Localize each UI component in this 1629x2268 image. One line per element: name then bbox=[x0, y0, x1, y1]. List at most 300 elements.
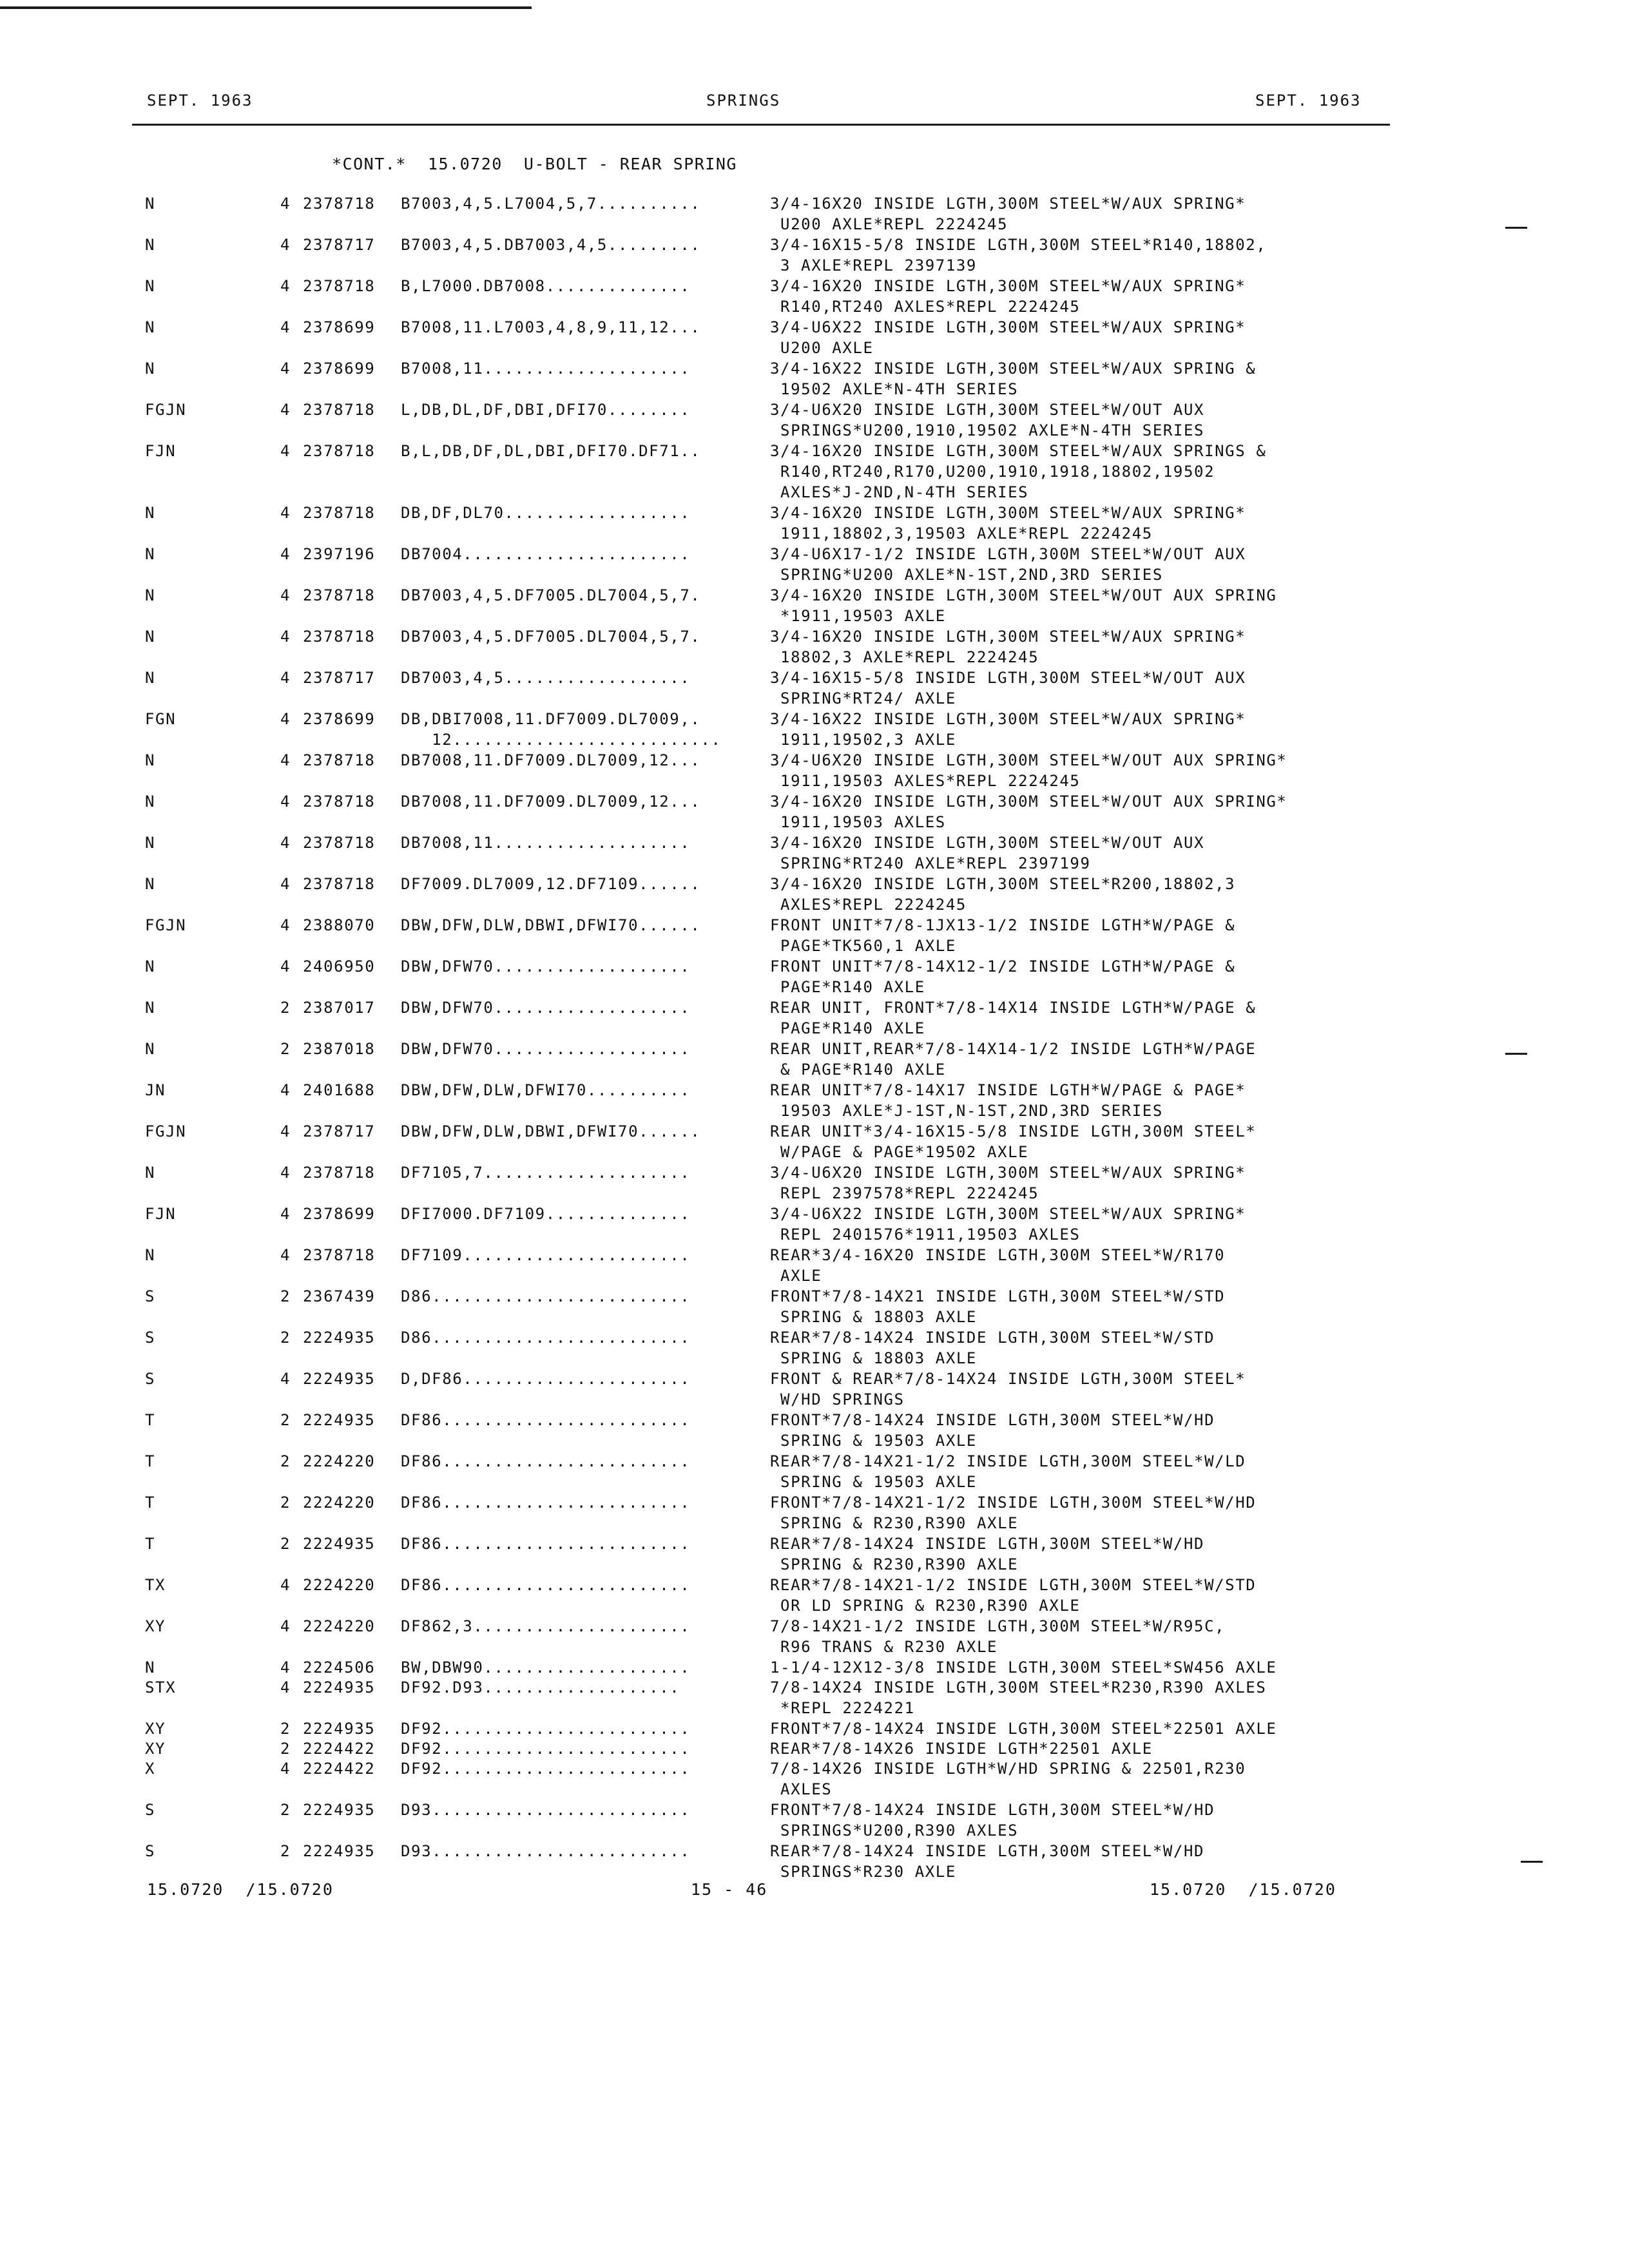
model-code: STX bbox=[145, 1678, 177, 1696]
quantity: 4 bbox=[280, 628, 291, 646]
description-line: SPRING & 18803 AXLE bbox=[770, 1349, 977, 1367]
part-number: 2224935 bbox=[303, 1411, 376, 1429]
description-line: 3/4-16X22 INSIDE LGTH,300M STEEL*W/AUX SPRING & bbox=[770, 360, 1257, 378]
description-line: SPRINGS*R230 AXLE bbox=[770, 1863, 956, 1881]
description-line: R140,RT240,R170,U200,1910,1918,18802,19502 bbox=[770, 463, 1215, 481]
quantity: 4 bbox=[280, 1246, 291, 1264]
model-code: N bbox=[145, 669, 156, 687]
model-code: S bbox=[145, 1329, 156, 1347]
description-line: AXLES bbox=[770, 1780, 833, 1798]
part-number: 2224506 bbox=[303, 1658, 376, 1677]
quantity: 2 bbox=[280, 1329, 291, 1347]
quantity: 4 bbox=[280, 1617, 291, 1635]
quantity: 4 bbox=[280, 1658, 291, 1677]
application: B7003,4,5.DB7003,4,5......... bbox=[401, 236, 701, 254]
quantity: 2 bbox=[280, 1720, 291, 1738]
description-line: 3 AXLE*REPL 2397139 bbox=[770, 256, 977, 274]
model-code: FGJN bbox=[145, 401, 187, 419]
part-number: 2387017 bbox=[303, 999, 376, 1017]
model-code: N bbox=[145, 195, 156, 213]
description-line: FRONT UNIT*7/8-14X12-1/2 INSIDE LGTH*W/PAGE & bbox=[770, 957, 1236, 975]
quantity: 4 bbox=[280, 1164, 291, 1182]
description-line: AXLES*J-2ND,N-4TH SERIES bbox=[770, 483, 1029, 501]
list-item bbox=[0, 399, 1629, 441]
top-edge-rule bbox=[0, 6, 532, 9]
part-number: 2378699 bbox=[303, 360, 376, 378]
description-line: 3/4-16X20 INSIDE LGTH,300M STEEL*W/AUX SPRINGS & bbox=[770, 442, 1267, 460]
part-number: 2378718 bbox=[303, 442, 376, 460]
description-line: REPL 2397578*REPL 2224245 bbox=[770, 1184, 1039, 1202]
list-item bbox=[0, 1758, 1629, 1800]
model-code: N bbox=[145, 1246, 156, 1264]
quantity: 4 bbox=[280, 1760, 291, 1778]
footer-page-number: 15 - 46 bbox=[691, 1880, 768, 1899]
part-number: 2378717 bbox=[303, 236, 376, 254]
header-right-date: SEPT. 1963 bbox=[1255, 91, 1362, 110]
list-item bbox=[0, 1738, 1629, 1758]
list-item bbox=[0, 1451, 1629, 1492]
list-item bbox=[0, 791, 1629, 832]
quantity: 2 bbox=[280, 1040, 291, 1058]
quantity: 4 bbox=[280, 360, 291, 378]
quantity: 4 bbox=[280, 916, 291, 934]
description-line: R140,RT240 AXLES*REPL 2224245 bbox=[770, 298, 1081, 316]
description-line: AXLE bbox=[770, 1267, 822, 1285]
description-line: 1911,19503 AXLES*REPL 2224245 bbox=[770, 772, 1081, 790]
list-item bbox=[0, 1286, 1629, 1327]
model-code: S bbox=[145, 1801, 156, 1819]
model-code: XY bbox=[145, 1720, 166, 1738]
application: DF86........................ bbox=[401, 1494, 691, 1512]
description-line: 7/8-14X24 INSIDE LGTH,300M STEEL*R230,R390 AXLES bbox=[770, 1678, 1267, 1696]
description-line: 3/4-U6X17-1/2 INSIDE LGTH,300M STEEL*W/OUT AUX bbox=[770, 545, 1246, 563]
list-item bbox=[0, 1575, 1629, 1616]
model-code: S bbox=[145, 1287, 156, 1305]
header-left-date: SEPT. 1963 bbox=[147, 91, 253, 110]
list-item bbox=[0, 626, 1629, 668]
description-line: 3/4-16X20 INSIDE LGTH,300M STEEL*W/OUT AUX SPRING* bbox=[770, 793, 1287, 811]
list-item bbox=[0, 997, 1629, 1039]
application: DF86........................ bbox=[401, 1411, 691, 1429]
description-line: AXLES*REPL 2224245 bbox=[770, 896, 967, 914]
part-number: 2378699 bbox=[303, 1205, 376, 1223]
part-number: 2388070 bbox=[303, 916, 376, 934]
part-number: 2378717 bbox=[303, 669, 376, 687]
description-line: FRONT*7/8-14X24 INSIDE LGTH,300M STEEL*W/HD bbox=[770, 1411, 1215, 1429]
description-line: SPRING & 19503 AXLE bbox=[770, 1473, 977, 1491]
description-line: 1911,18802,3,19503 AXLE*REPL 2224245 bbox=[770, 524, 1153, 543]
application: DF92........................ bbox=[401, 1740, 691, 1758]
part-number: 2378718 bbox=[303, 1164, 376, 1182]
application-continued: 12.......................... bbox=[401, 731, 722, 749]
application: B,L7000.DB7008.............. bbox=[401, 277, 691, 295]
list-item bbox=[0, 544, 1629, 585]
list-item bbox=[0, 874, 1629, 915]
part-number: 2378718 bbox=[303, 793, 376, 811]
model-code: XY bbox=[145, 1617, 166, 1635]
application: DF86........................ bbox=[401, 1452, 691, 1470]
part-number: 2224935 bbox=[303, 1329, 376, 1347]
description-line: *1911,19503 AXLE bbox=[770, 607, 946, 625]
part-number: 2224220 bbox=[303, 1617, 376, 1635]
list-item bbox=[0, 709, 1629, 750]
margin-mark bbox=[1521, 1861, 1543, 1863]
model-code: FGJN bbox=[145, 916, 187, 934]
list-item bbox=[0, 668, 1629, 709]
description-line: FRONT & REAR*7/8-14X24 INSIDE LGTH,300M STEEL* bbox=[770, 1370, 1246, 1388]
application: D93......................... bbox=[401, 1842, 691, 1860]
description-line: SPRING*RT240 AXLE*REPL 2397199 bbox=[770, 854, 1091, 872]
part-number: 2378718 bbox=[303, 1246, 376, 1264]
description-line: 7/8-14X21-1/2 INSIDE LGTH,300M STEEL*W/R95C, bbox=[770, 1617, 1226, 1635]
list-item bbox=[0, 358, 1629, 399]
part-number: 2378718 bbox=[303, 751, 376, 769]
application: DF92........................ bbox=[401, 1720, 691, 1738]
quantity: 4 bbox=[280, 195, 291, 213]
description-line: 1911,19503 AXLES bbox=[770, 813, 946, 831]
description-line: SPRINGS*U200,R390 AXLES bbox=[770, 1821, 1019, 1840]
part-number: 2378718 bbox=[303, 504, 376, 522]
part-number: 2224220 bbox=[303, 1494, 376, 1512]
description-line: SPRING & 19503 AXLE bbox=[770, 1432, 977, 1450]
model-code: N bbox=[145, 957, 156, 975]
quantity: 4 bbox=[280, 1576, 291, 1594]
model-code: T bbox=[145, 1535, 156, 1553]
quantity: 4 bbox=[280, 751, 291, 769]
description-line: REPL 2401576*1911,19503 AXLES bbox=[770, 1225, 1081, 1244]
description-line: SPRING*U200 AXLE*N-1ST,2ND,3RD SERIES bbox=[770, 566, 1163, 584]
quantity: 2 bbox=[280, 1535, 291, 1553]
list-item bbox=[0, 750, 1629, 791]
list-item bbox=[0, 1245, 1629, 1286]
description-line: FRONT*7/8-14X24 INSIDE LGTH,300M STEEL*22501 AXLE bbox=[770, 1720, 1277, 1738]
description-line: U200 AXLE bbox=[770, 339, 874, 357]
quantity: 2 bbox=[280, 1740, 291, 1758]
application: DB7003,4,5.................. bbox=[401, 669, 691, 687]
description-line: 3/4-U6X20 INSIDE LGTH,300M STEEL*W/AUX SPRING* bbox=[770, 1164, 1246, 1182]
description-line: 3/4-16X20 INSIDE LGTH,300M STEEL*W/AUX SPRING* bbox=[770, 504, 1246, 522]
part-number: 2387018 bbox=[303, 1040, 376, 1058]
model-code: N bbox=[145, 236, 156, 254]
description-line: FRONT*7/8-14X21 INSIDE LGTH,300M STEEL*W/STD bbox=[770, 1287, 1226, 1305]
quantity: 4 bbox=[280, 401, 291, 419]
model-code: TX bbox=[145, 1576, 166, 1594]
part-number: 2224422 bbox=[303, 1740, 376, 1758]
part-number: 2378718 bbox=[303, 195, 376, 213]
list-item bbox=[0, 1841, 1629, 1882]
part-number: 2224422 bbox=[303, 1760, 376, 1778]
application: DB7004...................... bbox=[401, 545, 691, 563]
model-code: FJN bbox=[145, 1205, 177, 1223]
model-code: N bbox=[145, 586, 156, 604]
description-line: REAR*7/8-14X24 INSIDE LGTH,300M STEEL*W/STD bbox=[770, 1329, 1215, 1347]
description-line: OR LD SPRING & R230,R390 AXLE bbox=[770, 1597, 1081, 1615]
model-code: FGJN bbox=[145, 1122, 187, 1140]
header-title: SPRINGS bbox=[706, 91, 781, 110]
quantity: 2 bbox=[280, 1842, 291, 1860]
list-item bbox=[0, 1677, 1629, 1718]
list-item bbox=[0, 193, 1629, 235]
quantity: 4 bbox=[280, 793, 291, 811]
description-line: REAR UNIT,REAR*7/8-14X14-1/2 INSIDE LGTH*W/PAGE bbox=[770, 1040, 1257, 1058]
quantity: 4 bbox=[280, 669, 291, 687]
list-item bbox=[0, 1039, 1629, 1080]
application: DF7109...................... bbox=[401, 1246, 691, 1264]
description-line: 7/8-14X26 INSIDE LGTH*W/HD SPRING & 22501,R230 bbox=[770, 1760, 1246, 1778]
model-code: XY bbox=[145, 1740, 166, 1758]
model-code: S bbox=[145, 1370, 156, 1388]
footer-right: 15.0720 /15.0720 bbox=[1150, 1880, 1336, 1899]
description-line: PAGE*R140 AXLE bbox=[770, 1019, 925, 1037]
description-line: 3/4-U6X20 INSIDE LGTH,300M STEEL*W/OUT AUX SPRING* bbox=[770, 751, 1287, 769]
list-item bbox=[0, 585, 1629, 626]
model-code: N bbox=[145, 751, 156, 769]
part-number: 2224935 bbox=[303, 1370, 376, 1388]
description-line: REAR*7/8-14X21-1/2 INSIDE LGTH,300M STEEL*W/LD bbox=[770, 1452, 1246, 1470]
part-number: 2378718 bbox=[303, 277, 376, 295]
list-item bbox=[0, 1204, 1629, 1245]
part-number: 2378717 bbox=[303, 1122, 376, 1140]
list-item bbox=[0, 503, 1629, 544]
part-number: 2224935 bbox=[303, 1720, 376, 1738]
description-line: SPRING*RT24/ AXLE bbox=[770, 689, 956, 707]
application: D,DF86...................... bbox=[401, 1370, 691, 1388]
description-line: 3/4-16X15-5/8 INSIDE LGTH,300M STEEL*R140,18802, bbox=[770, 236, 1267, 254]
quantity: 4 bbox=[280, 236, 291, 254]
application: BW,DBW90.................... bbox=[401, 1658, 691, 1677]
description-line: *REPL 2224221 bbox=[770, 1699, 915, 1717]
description-line: 3/4-16X20 INSIDE LGTH,300M STEEL*W/OUT AUX SPRING bbox=[770, 586, 1277, 604]
part-number: 2224935 bbox=[303, 1678, 376, 1696]
description-line: 3/4-16X20 INSIDE LGTH,300M STEEL*R200,18802,3 bbox=[770, 875, 1236, 893]
description-line: 3/4-U6X22 INSIDE LGTH,300M STEEL*W/AUX SPRING* bbox=[770, 318, 1246, 336]
description-line: REAR*7/8-14X21-1/2 INSIDE LGTH,300M STEEL*W/STD bbox=[770, 1576, 1257, 1594]
margin-mark bbox=[1505, 1053, 1527, 1055]
list-item bbox=[0, 235, 1629, 276]
quantity: 4 bbox=[280, 1081, 291, 1099]
application: D93......................... bbox=[401, 1801, 691, 1819]
list-item bbox=[0, 276, 1629, 317]
description-line: 3/4-U6X22 INSIDE LGTH,300M STEEL*W/AUX SPRING* bbox=[770, 1205, 1246, 1223]
quantity: 4 bbox=[280, 504, 291, 522]
application: DF92........................ bbox=[401, 1760, 691, 1778]
list-item bbox=[0, 1327, 1629, 1369]
model-code: N bbox=[145, 1040, 156, 1058]
quantity: 4 bbox=[280, 545, 291, 563]
description-line: 3/4-U6X20 INSIDE LGTH,300M STEEL*W/OUT AUX bbox=[770, 401, 1205, 419]
list-item bbox=[0, 1533, 1629, 1575]
model-code: N bbox=[145, 318, 156, 336]
part-number: 2378718 bbox=[303, 628, 376, 646]
model-code: N bbox=[145, 360, 156, 378]
quantity: 4 bbox=[280, 1678, 291, 1696]
description-line: PAGE*R140 AXLE bbox=[770, 978, 925, 996]
list-item bbox=[0, 1369, 1629, 1410]
description-line: 19503 AXLE*J-1ST,N-1ST,2ND,3RD SERIES bbox=[770, 1102, 1163, 1120]
description-line: FRONT UNIT*7/8-1JX13-1/2 INSIDE LGTH*W/PAGE & bbox=[770, 916, 1236, 934]
part-number: 2378718 bbox=[303, 401, 376, 419]
part-number: 2224220 bbox=[303, 1576, 376, 1594]
footer-left: 15.0720 /15.0720 bbox=[147, 1880, 334, 1899]
quantity: 4 bbox=[280, 1122, 291, 1140]
part-number: 2224935 bbox=[303, 1535, 376, 1553]
quantity: 2 bbox=[280, 1494, 291, 1512]
section-heading: *CONT.* 15.0720 U-BOLT - REAR SPRING bbox=[332, 155, 737, 173]
model-code: X bbox=[145, 1760, 156, 1778]
quantity: 4 bbox=[280, 710, 291, 728]
description-line: 1911,19502,3 AXLE bbox=[770, 731, 956, 749]
parts-list bbox=[0, 193, 1629, 1882]
application: DF86........................ bbox=[401, 1576, 691, 1594]
model-code: N bbox=[145, 999, 156, 1017]
application: DBW,DFW70................... bbox=[401, 999, 691, 1017]
list-item bbox=[0, 441, 1629, 503]
part-number: 2378699 bbox=[303, 710, 376, 728]
description-line: 3/4-16X20 INSIDE LGTH,300M STEEL*W/AUX SPRING* bbox=[770, 277, 1246, 295]
application: D86......................... bbox=[401, 1329, 691, 1347]
description-line: REAR*7/8-14X24 INSIDE LGTH,300M STEEL*W/HD bbox=[770, 1842, 1205, 1860]
model-code: N bbox=[145, 504, 156, 522]
description-line: REAR*7/8-14X24 INSIDE LGTH,300M STEEL*W/HD bbox=[770, 1535, 1205, 1553]
description-line: W/PAGE & PAGE*19502 AXLE bbox=[770, 1143, 1029, 1161]
description-line: 18802,3 AXLE*REPL 2224245 bbox=[770, 648, 1039, 666]
application: DB7008,11.DF7009.DL7009,12... bbox=[401, 793, 701, 811]
description-line: REAR UNIT, FRONT*7/8-14X14 INSIDE LGTH*W/PAGE & bbox=[770, 999, 1257, 1017]
model-code: N bbox=[145, 1658, 156, 1677]
description-line: 1-1/4-12X12-3/8 INSIDE LGTH,300M STEEL*SW456 AXLE bbox=[770, 1658, 1277, 1677]
application: DBW,DFW70................... bbox=[401, 1040, 691, 1058]
application: DB7003,4,5.DF7005.DL7004,5,7. bbox=[401, 628, 701, 646]
description-line: W/HD SPRINGS bbox=[770, 1390, 905, 1408]
list-item bbox=[0, 1492, 1629, 1533]
part-number: 2378699 bbox=[303, 318, 376, 336]
quantity: 4 bbox=[280, 1370, 291, 1388]
application: DBW,DFW,DLW,DFWI70.......... bbox=[401, 1081, 691, 1099]
model-code: FGN bbox=[145, 710, 177, 728]
application: DBW,DFW,DLW,DBWI,DFWI70...... bbox=[401, 1122, 701, 1140]
model-code: N bbox=[145, 1164, 156, 1182]
application: B7008,11.................... bbox=[401, 360, 691, 378]
application: DB7008,11................... bbox=[401, 834, 691, 852]
model-code: N bbox=[145, 277, 156, 295]
model-code: N bbox=[145, 545, 156, 563]
list-item bbox=[0, 1121, 1629, 1162]
part-number: 2224935 bbox=[303, 1801, 376, 1819]
model-code: N bbox=[145, 793, 156, 811]
description-line: REAR*3/4-16X20 INSIDE LGTH,300M STEEL*W/R170 bbox=[770, 1246, 1226, 1264]
description-line: 3/4-16X20 INSIDE LGTH,300M STEEL*W/OUT AUX bbox=[770, 834, 1205, 852]
description-line: SPRING & R230,R390 AXLE bbox=[770, 1555, 1019, 1573]
application: DB,DBI7008,11.DF7009.DL7009,. bbox=[401, 710, 701, 728]
header-rule bbox=[132, 124, 1390, 126]
part-number: 2378718 bbox=[303, 834, 376, 852]
description-line: FRONT*7/8-14X24 INSIDE LGTH,300M STEEL*W/HD bbox=[770, 1801, 1215, 1819]
quantity: 2 bbox=[280, 1801, 291, 1819]
description-line: 3/4-16X20 INSIDE LGTH,300M STEEL*W/AUX SPRING* bbox=[770, 628, 1246, 646]
list-item bbox=[0, 1800, 1629, 1841]
quantity: 4 bbox=[280, 442, 291, 460]
margin-mark bbox=[1505, 227, 1527, 229]
quantity: 4 bbox=[280, 834, 291, 852]
description-line: R96 TRANS & R230 AXLE bbox=[770, 1638, 998, 1656]
model-code: N bbox=[145, 875, 156, 893]
application: DF7009.DL7009,12.DF7109...... bbox=[401, 875, 701, 893]
model-code: T bbox=[145, 1452, 156, 1470]
description-line: SPRING & 18803 AXLE bbox=[770, 1308, 977, 1326]
part-number: 2406950 bbox=[303, 957, 376, 975]
application: D86......................... bbox=[401, 1287, 691, 1305]
description-line: PAGE*TK560,1 AXLE bbox=[770, 937, 956, 955]
quantity: 2 bbox=[280, 1452, 291, 1470]
quantity: 2 bbox=[280, 1287, 291, 1305]
quantity: 4 bbox=[280, 1205, 291, 1223]
description-line: REAR UNIT*3/4-16X15-5/8 INSIDE LGTH,300M STEEL* bbox=[770, 1122, 1257, 1140]
model-code: N bbox=[145, 628, 156, 646]
quantity: 4 bbox=[280, 318, 291, 336]
application: B7008,11.L7003,4,8,9,11,12... bbox=[401, 318, 701, 336]
description-line: SPRING & R230,R390 AXLE bbox=[770, 1514, 1019, 1532]
description-line: 3/4-16X20 INSIDE LGTH,300M STEEL*W/AUX SPRING* bbox=[770, 195, 1246, 213]
application: DF862,3..................... bbox=[401, 1617, 691, 1635]
application: DBW,DFW,DLW,DBWI,DFWI70...... bbox=[401, 916, 701, 934]
part-number: 2367439 bbox=[303, 1287, 376, 1305]
application: DF86........................ bbox=[401, 1535, 691, 1553]
quantity: 4 bbox=[280, 957, 291, 975]
application: DB7008,11.DF7009.DL7009,12... bbox=[401, 751, 701, 769]
list-item bbox=[0, 1657, 1629, 1677]
list-item bbox=[0, 915, 1629, 956]
quantity: 4 bbox=[280, 875, 291, 893]
model-code: T bbox=[145, 1494, 156, 1512]
model-code: S bbox=[145, 1842, 156, 1860]
description-line: FRONT*7/8-14X21-1/2 INSIDE LGTH,300M STEEL*W/HD bbox=[770, 1494, 1257, 1512]
description-line: REAR*7/8-14X26 INSIDE LGTH*22501 AXLE bbox=[770, 1740, 1153, 1758]
quantity: 2 bbox=[280, 1411, 291, 1429]
model-code: T bbox=[145, 1411, 156, 1429]
quantity: 4 bbox=[280, 277, 291, 295]
description-line: 3/4-16X22 INSIDE LGTH,300M STEEL*W/AUX SPRING* bbox=[770, 710, 1246, 728]
application: B7003,4,5.L7004,5,7.......... bbox=[401, 195, 701, 213]
application: DF7105,7.................... bbox=[401, 1164, 691, 1182]
description-line: 3/4-16X15-5/8 INSIDE LGTH,300M STEEL*W/OUT AUX bbox=[770, 669, 1246, 687]
application: DB7003,4,5.DF7005.DL7004,5,7. bbox=[401, 586, 701, 604]
model-code: FJN bbox=[145, 442, 177, 460]
list-item bbox=[0, 1410, 1629, 1451]
description-line: REAR UNIT*7/8-14X17 INSIDE LGTH*W/PAGE & PAGE* bbox=[770, 1081, 1246, 1099]
application: DFI7000.DF7109.............. bbox=[401, 1205, 691, 1223]
list-item bbox=[0, 317, 1629, 358]
list-item bbox=[0, 832, 1629, 874]
list-item bbox=[0, 956, 1629, 997]
application: DF92.D93................... bbox=[401, 1678, 680, 1696]
description-line: U200 AXLE*REPL 2224245 bbox=[770, 215, 1008, 233]
part-number: 2224935 bbox=[303, 1842, 376, 1860]
list-item bbox=[0, 1162, 1629, 1204]
model-code: N bbox=[145, 834, 156, 852]
part-number: 2397196 bbox=[303, 545, 376, 563]
list-item bbox=[0, 1080, 1629, 1121]
list-item bbox=[0, 1718, 1629, 1738]
description-line: 19502 AXLE*N-4TH SERIES bbox=[770, 380, 1019, 398]
part-number: 2401688 bbox=[303, 1081, 376, 1099]
application: DB,DF,DL70.................. bbox=[401, 504, 691, 522]
part-number: 2378718 bbox=[303, 586, 376, 604]
application: L,DB,DL,DF,DBI,DFI70........ bbox=[401, 401, 691, 419]
description-line: & PAGE*R140 AXLE bbox=[770, 1061, 946, 1079]
application: B,L,DB,DF,DL,DBI,DFI70.DF71.. bbox=[401, 442, 701, 460]
model-code: JN bbox=[145, 1081, 166, 1099]
description-line: SPRINGS*U200,1910,19502 AXLE*N-4TH SERIES bbox=[770, 421, 1205, 439]
